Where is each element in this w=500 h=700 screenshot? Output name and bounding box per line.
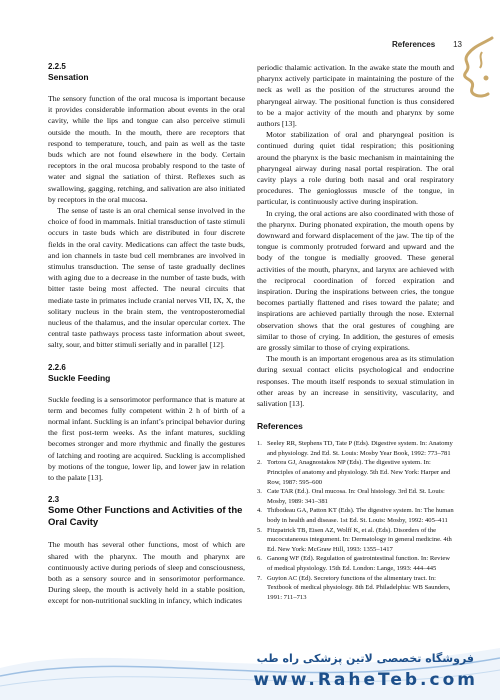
reference-item [257, 526, 454, 555]
paragraph: periodic thalamic activation. In the awake state the mouth and pharynx actively participate in maintaining the posture of the neck as well as the position of the structures around the pharyngeal airway. The positional function is thus considered to be a major activity of the mouth and pharynx by some authors [13]. [257, 63, 454, 129]
paragraph: Motor stabilization of oral and pharyngeal position is continued during quiet tidal respiration; this positioning around the pharynx is the basic mechanism in maintaining the pharyngeal airway during nasal portal respiration. The oral cavity plays a role during both nasal and oral respiratory procedures. The genioglossus muscle of the tongue, in particular, is continuously active during inspiration. [257, 130, 454, 207]
section-number: 2.2.6 [48, 362, 66, 372]
website-link[interactable]: www.RaheTeb.com [253, 670, 478, 690]
paragraph: The sensory function of the oral mucosa is important because it provides considerable information about events in the oral cavity, while the lips and tongue can also perceive stimuli outside the mouth. In the mouth, there are receptors that respond to temperature, touch, and pain as well as the taste buds which are not found elsewhere in the body. Certain receptors in the oral mucosa probably respond to the taste of water and signal the satiation of thirst. Reflexes such as swallowing, gagging, retching, and salivation are also initiated by receptors in the oral mucosa. [48, 94, 245, 204]
paragraph: Suckle feeding is a sensorimotor performance that is mature at term and becomes fully competent within 2 h of birth of a normal infant. Suckling is an infant’s principal behavior during the first post-term weeks. As the infant matures, suckling becomes stronger and more rhythmic and finally the gestures of latching and rooting are acquired. Suckling is accomplished by motions of the tongue, lower lip, and lower jaw in relation to the palate [13]. [48, 394, 245, 483]
reference-item [257, 439, 454, 458]
paragraph: In crying, the oral actions are also coordinated with those of the pharynx. During phonated expiration, the mouth opens by downward and forward displacement of the jaw. The tip of the tongue is commonly protruded forward and upward and the body of the tongue is medially grooved. These general activities of the mouth, pharynx, and larynx are achieved with the reciprocal coordination of forced expiration and inspiration. During the inspirations between cries, the tongue becomes partially flattened and rises toward the palate; and inspirations are achieved partially through the nose. External observation shows that the oral gestures of coughing are similar to those of crying. In addition, the gestures of emesis are grossly similar to those of crying expirations. [257, 208, 454, 353]
section-number: 2.3 [48, 495, 60, 505]
reference-text: Seeley RR, Stephens TD, Tate P (Eds). Digestive system. In: Anatomy and physiology. 2nd Ed. St. Louis: Mosby Year Book, 1992: 773–781 [267, 440, 453, 457]
reference-item [257, 574, 454, 603]
reference-list [257, 439, 454, 602]
reference-item [257, 458, 454, 487]
section-title: Some Other Functions and Activities of the Oral Cavity [48, 505, 243, 529]
references-heading: References [257, 421, 303, 432]
running-title: References [392, 40, 436, 49]
reference-number: 3. [257, 488, 262, 496]
right-column [257, 62, 454, 602]
paragraph: The sense of taste is an oral chemical sense involved in the choice of food in mammals. Initial transduction of taste stimuli occurs in taste buds which are distributed in four discrete fields in the oral cavity. Medications can affect the taste buds, and ion channels in taste bud cell membranes are involved in stimulus transduction. The sense of taste gradually declines with aging due to a decrease in the number of taste buds, with bitter taste being most affected. The neural circuits that mediate taste in primates include cranial nerves VII, IX, X, the solitary nucleus in the brain stem, the ventroposteromedial nucleus of the thalamus, and the insular opercular cortex. The central taste pathways process taste information about sweet, salty, sour, and bitter stimuli serially and in parallel [12]. [48, 206, 245, 350]
left-column [48, 62, 245, 607]
reference-item [257, 554, 454, 573]
reference-text: Cate TAR (Ed.). Oral mucosa. In: Oral histology. 3rd Ed. St. Louis: Mosby, 1989: 341–381 [267, 488, 445, 505]
paragraph: The mouth has several other functions, most of which are shared with the pharynx. The mouth and pharynx are continuously active during periods of sleep and consciousness, both as a sensory source and in sensorimotor performance. During sleep, the mouth is actively held in a stable position, except for non-nutritional suckling in infancy, which indicates [48, 540, 245, 606]
reference-number: 4. [257, 507, 262, 515]
reference-number: 5. [257, 526, 262, 534]
reference-text: Ganong WF (Ed). Regulation of gastrointestinal function. In: Review of medical physiology. 15th Ed. London: Lange, 1993: 444–445 [267, 555, 451, 573]
reference-text: Fitzpatrick TB, Eisen AZ, Wolff K, et al. (Eds). Disorders of the mucocutaneous integument. In: Dermatology in general medicine. 4th Ed. New York: McGraw Hill, 1993: 1355–1417 [267, 526, 452, 553]
section-number: 2.2.5 [48, 62, 66, 71]
paragraph: The mouth is an important erogenous area as its stimulation during sexual contact elicits psychological and endocrine responses. The mouth itself responds to sexual stimulation in other areas by an increase in sensitivity, vascularity, and salivation [13]. [257, 354, 454, 409]
reference-item [257, 506, 454, 525]
reference-number: 1. [257, 440, 262, 448]
reference-number: 6. [257, 555, 262, 563]
reference-text: Guyton AC (Ed). Secretory functions of the alimentary tract. In: Textbook of medical physiology. 8th Ed. Philadelphia: WB Saunders, 1991: 711–713 [267, 574, 451, 601]
reference-number: 2. [257, 459, 262, 467]
section-title: Sensation [48, 72, 89, 82]
page-number: 13 [453, 40, 462, 49]
reference-text: Thibodeau GA, Patton KT (Eds). The digestive system. In: The human body in health and disease. 1st Ed. St. Louis: Mosby, 1992: 405–411 [267, 507, 454, 525]
reference-number: 7. [257, 574, 262, 582]
watermark-logo-icon [452, 34, 496, 104]
store-name: فروشگاه تخصصی لاتین پزشکی راه طب [256, 652, 474, 665]
reference-item [257, 487, 454, 506]
reference-text: Tortora GJ, Anagnostakos NP (Eds). The digestive system. In: Principles of anatomy and physiology. 5th Ed. New York: Harper and Row, 1987: 595–600 [267, 459, 451, 486]
section-title: Suckle Feeding [48, 372, 111, 383]
